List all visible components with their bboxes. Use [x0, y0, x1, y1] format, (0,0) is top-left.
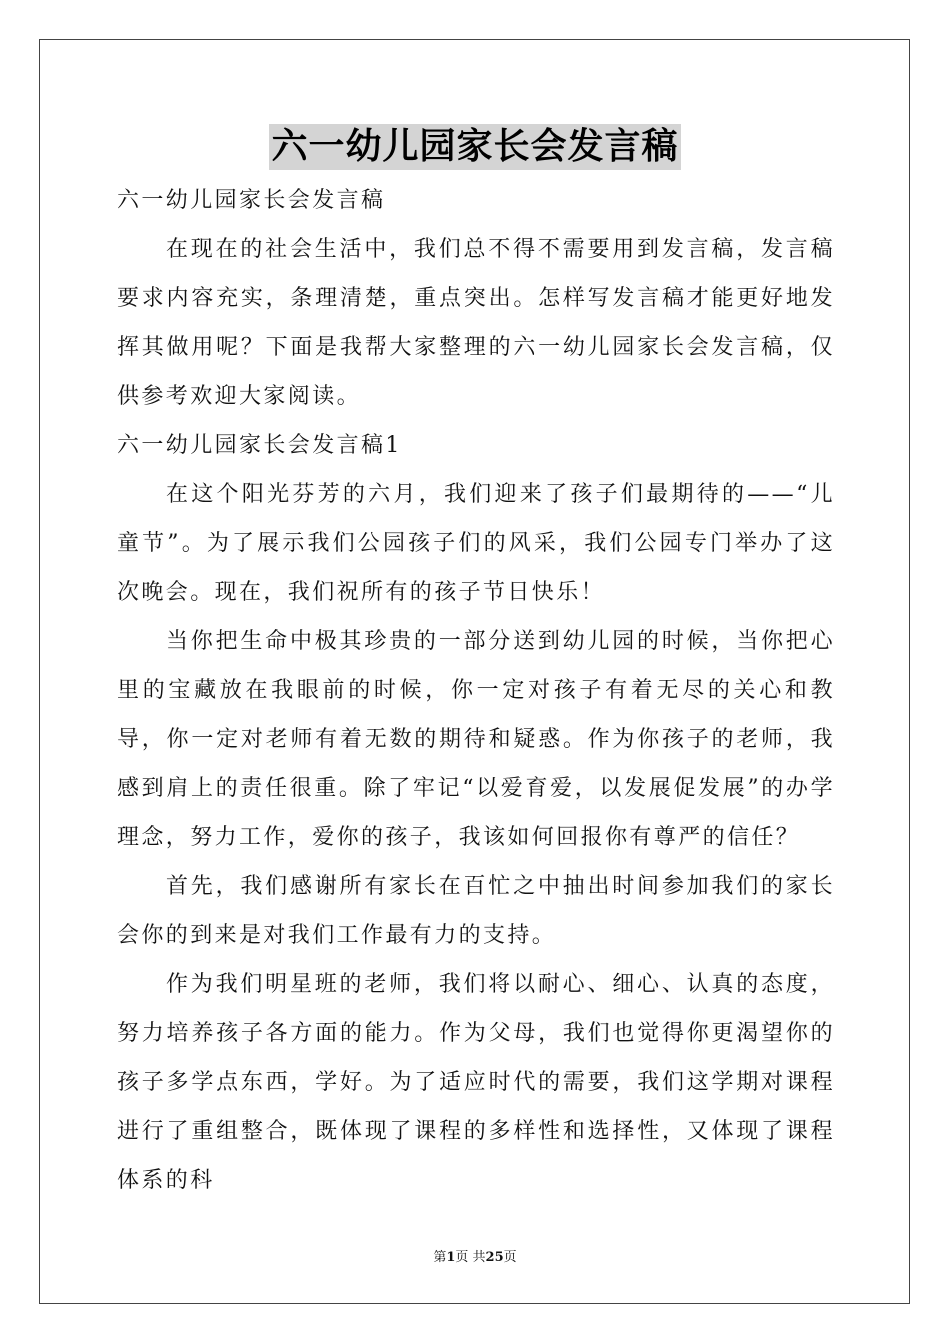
document-title: 六一幼儿园家长会发言稿 [269, 124, 680, 170]
page-footer [0, 1246, 950, 1265]
page-prefix: 第 [433, 1250, 447, 1265]
body-paragraph: 在这个阳光芬芳的六月，我们迎来了孩子们最期待的——“儿童节”。为了展示我们公园孩子们的风采，我们公园专门举办了这次晚会。现在，我们祝所有的孩子节日快乐！ [117, 482, 835, 605]
body-paragraph: 当你把生命中极其珍贵的一部分送到幼儿园的时候，当你把心里的宝藏放在我眼前的时候，你一定对孩子有着无尽的关心和教导，你一定对老师有着无数的期待和疑惑。作为你孩子的老师，我感到肩上的责任很重。除了牢记“以爱育爱，以发展促发展”的办学理念，努力工作，爱你的孩子，我该如何回报你有尊严的信任？ [117, 629, 835, 850]
section-heading: 六一幼儿园家长会发言稿1 [117, 433, 402, 458]
document-subtitle: 六一幼儿园家长会发言稿 [117, 188, 386, 213]
page-total: 25 [485, 1250, 504, 1265]
page-current: 1 [446, 1250, 456, 1265]
document-body [117, 176, 835, 1205]
intro-paragraph: 在现在的社会生活中，我们总不得不需要用到发言稿，发言稿要求内容充实，条理清楚，重点突出。怎样写发言稿才能更好地发挥其做用呢？下面是我帮大家整理的六一幼儿园家长会发言稿，仅供参考欢迎大家阅读。 [117, 237, 835, 409]
body-paragraph: 作为我们明星班的老师，我们将以耐心、细心、认真的态度，努力培养孩子各方面的能力。作为父母，我们也觉得你更渴望你的孩子多学点东西，学好。为了适应时代的需要，我们这学期对课程进行了重组整合，既体现了课程的多样性和选择性，又体现了课程体系的科 [117, 972, 835, 1193]
body-paragraph: 首先，我们感谢所有家长在百忙之中抽出时间参加我们的家长会你的到来是对我们工作最有力的支持。 [117, 874, 835, 948]
page-mid: 页 共 [455, 1250, 486, 1265]
title-container [0, 124, 950, 170]
page-suffix: 页 [503, 1250, 517, 1265]
